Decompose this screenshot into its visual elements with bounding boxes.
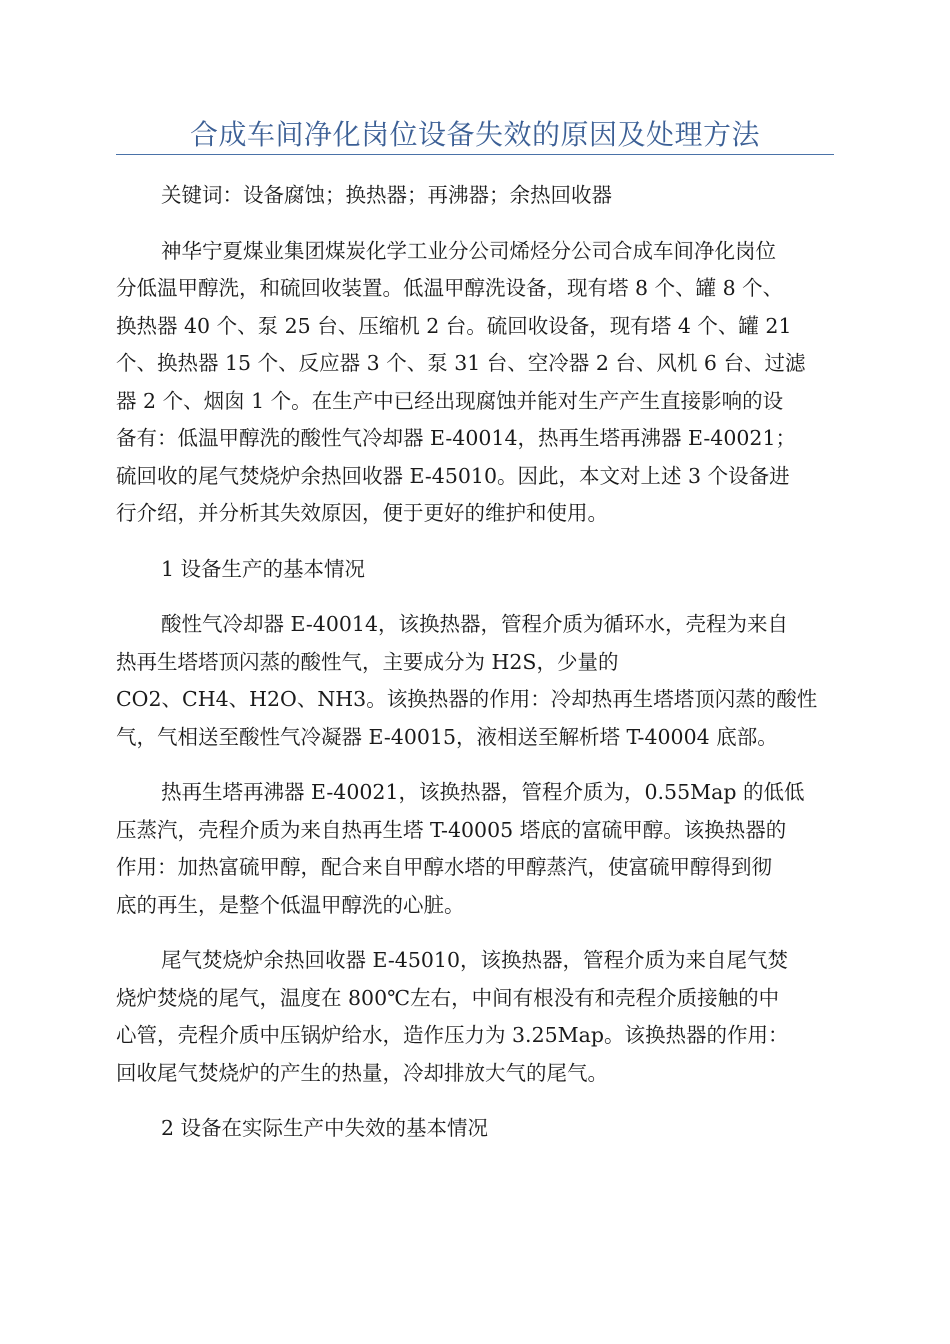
paragraph-line: 气，气相送至酸性气冷凝器 E-40015，液相送至解析塔 T-40004 底部。 bbox=[116, 724, 778, 749]
paragraph-line: CO2、CH4、H2O、NH3。该换热器的作用：冷却热再生塔塔顶闪蒸的酸性 bbox=[116, 687, 818, 711]
paragraph-line: 心管，壳程介质中压锅炉给水，造作压力为 3.25Map。该换热器的作用： bbox=[116, 1023, 789, 1047]
paragraph-line: 神华宁夏煤业集团煤炭化学工业分公司烯烃分公司合成车间净化岗位 bbox=[161, 238, 776, 263]
paragraph-line: 酸性气冷却器 E-40014，该换热器，管程介质为循环水，壳程为来自 bbox=[161, 612, 789, 636]
title-underline bbox=[116, 154, 834, 155]
keywords-line: 关键词：设备腐蚀；换热器；再沸器；余热回收器 bbox=[161, 183, 612, 207]
paragraph-e40014 bbox=[116, 606, 836, 756]
paragraph-line: 热再生塔塔顶闪蒸的酸性气，主要成分为 H2S，少量的 bbox=[116, 649, 619, 674]
paragraph-line: 个、换热器 15 个、反应器 3 个、泵 31 台、空冷器 2 台、风机 6 台、过滤 bbox=[116, 351, 806, 375]
paragraph-line: 作用：加热富硫甲醇，配合来自甲醇水塔的甲醇蒸汽，使富硫甲醇得到彻 bbox=[116, 855, 772, 879]
paragraph-e45010 bbox=[116, 942, 836, 1092]
section-heading: 1 设备生产的基本情况 bbox=[161, 556, 366, 581]
document-title: 合成车间净化岗位设备失效的原因及处理方法 bbox=[189, 118, 760, 151]
paragraph-line: 压蒸汽，壳程介质为来自热再生塔 T-40005 塔底的富硫甲醇。该换热器的 bbox=[116, 817, 787, 842]
paragraph-line: 尾气焚烧炉余热回收器 E-45010，该换热器，管程介质为来自尾气焚 bbox=[161, 948, 789, 972]
document-body bbox=[116, 177, 836, 1148]
paragraph-line: 热再生塔再沸器 E-40021，该换热器，管程介质为，0.55Map 的低低 bbox=[161, 780, 805, 804]
paragraph-line: 回收尾气焚烧炉的产生的热量，冷却排放大气的尾气。 bbox=[116, 1060, 608, 1085]
section-heading-1 bbox=[116, 551, 836, 589]
paragraph-line: 行介绍，并分析其失效原因，便于更好的维护和使用。 bbox=[116, 501, 608, 525]
section-heading: 2 设备在实际生产中失效的基本情况 bbox=[161, 1116, 489, 1140]
paragraph-line: 备有：低温甲醇洗的酸性气冷却器 E-40014，热再生塔再沸器 E-40021； bbox=[116, 426, 797, 450]
paragraph-line: 器 2 个、烟囱 1 个。在生产中已经出现腐蚀并能对生产产生直接影响的设 bbox=[116, 388, 784, 413]
paragraph-line: 换热器 40 个、泵 25 台、压缩机 2 台。硫回收设备，现有塔 4 个、罐 21 bbox=[116, 313, 792, 338]
section-heading-2 bbox=[116, 1110, 836, 1148]
paragraph-line: 硫回收的尾气焚烧炉余热回收器 E-45010。因此，本文对上述 3 个设备进 bbox=[116, 463, 790, 488]
paragraph-line: 烧炉焚烧的尾气，温度在 800℃左右，中间有根没有和壳程介质接触的中 bbox=[116, 985, 780, 1010]
paragraph-e40021 bbox=[116, 774, 836, 924]
paragraph-intro bbox=[116, 233, 836, 533]
paragraph-line: 分低温甲醇洗，和硫回收装置。低温甲醇洗设备，现有塔 8 个、罐 8 个、 bbox=[116, 276, 784, 300]
paragraph-line: 底的再生，是整个低温甲醇洗的心脏。 bbox=[116, 892, 465, 917]
